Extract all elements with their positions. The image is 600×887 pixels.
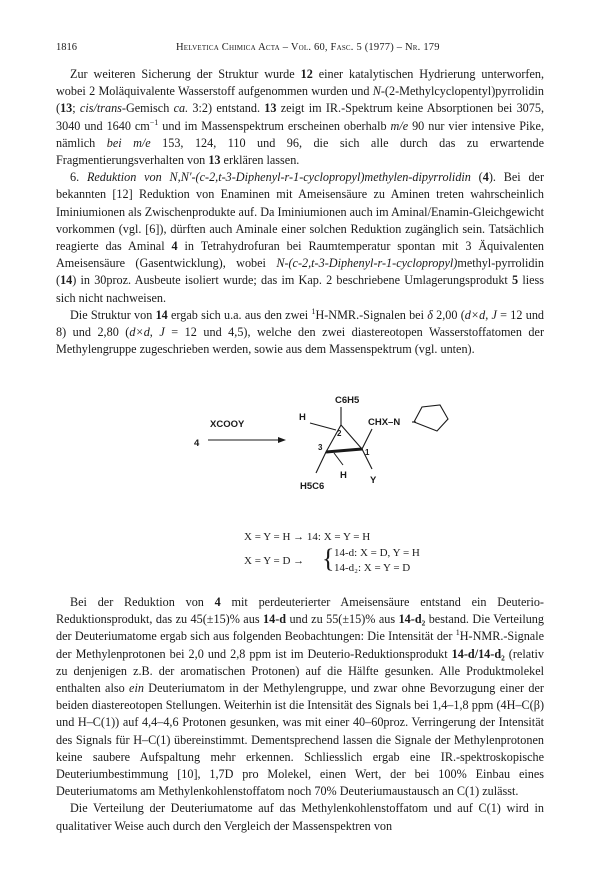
- phenyl-bottom-label: H5C6: [300, 481, 325, 492]
- pyrrolidine-ring: [414, 405, 448, 431]
- text-block-upper: [56, 66, 544, 358]
- section-6-title: Reduktion von N,N′-(c-2,t-3-Diphenyl-r-1-cyclopropyl)methylen-dipyrrolidin: [86, 170, 471, 185]
- reaction-scheme-drawing: [150, 385, 470, 525]
- legend-14d: 14-d: X = D, Y = H: [334, 547, 420, 559]
- reaction-scheme: [150, 385, 470, 525]
- reactant-number: 4: [194, 438, 200, 449]
- h-left-label: H: [299, 412, 306, 423]
- legend-14d2: 14-d₂: X = Y = D: [334, 562, 411, 574]
- legend-row-d: [244, 545, 484, 577]
- journal-citation: Helvetica Chimica Acta – Vol. 60, Fasc. 5 (1977) – Nr. 179: [176, 42, 440, 53]
- paragraph-hydrogenation: Zur weiteren Sicherung der Struktur wurde 12 einer katalytischen Hydrierung unterworfen, wobei 2 Moläquivalente Wasserstoff aufgenommen wurden und N-(2-Methylcyclopentyl)pyrrolidin (13; cis/trans-Gemisch ca. 3:2) entstand. 13 zeigt im IR.-Spektrum keine Absorptionen bei 3075, 3040 und 1640 $cm^{-1}$ und im Massenspektrum erscheinen oberhalb m/e 90 nur vier intensive Pike, nämlich bei m/e 153, 124, 110 und 96, die sich alle durch das zu erwartende Fragmentierungsverhalten von 13 erklären lassen.: [56, 67, 544, 168]
- scheme-legend: [244, 530, 484, 577]
- bond-c1-chx: [362, 429, 372, 449]
- legend-brace: {: [322, 544, 335, 573]
- phenyl-top-label: C6H5: [335, 395, 360, 406]
- bond-h-c2: [310, 423, 336, 430]
- reagent-label: XCOOY: [210, 419, 245, 430]
- h-bottom-label: H: [340, 470, 347, 481]
- ring-position-3: 3: [318, 443, 323, 452]
- paragraph-deuterio-reduction: Bei der Reduktion von 4 mit perdeuterierter Ameisensäure entstand ein Deuterio-Reduktionsprodukt, das zu 45(±15)% aus 14-d und zu 55(±15)% aus 14-d₂ bestand. Die Verteilung der Deuteriumatome ergab sich aus folgenden Beobachtungen: Die Intensität der $^1$H-NMR.-Signale der Methylenprotonen bei 2,0 und 2,8 ppm ist im Deuterio-Reduktionsprodukt 14-d/14-d₂ (relativ zu denjenigen z.B. der aromatischen Protonen) auf die Hälfte gesunken. Alle Produktmolekel enthalten also ein Deuteriumatom in der Methylengruppe, und zwar ohne Bevorzugung einer der beiden diastereotopen Stellungen. Weiterhin ist die Intensität des Signals bei 1,4–1,8 ppm (4H–C(β) und H–C(1)) auf 4,4–4,6 Protonen gesunken, was mit einer 40–60proz. Verringerung der Intensität des Signals für H–C(1) übereinstimmt. Dementsprechend lassen die Signale der Methylenprotonen keine saubere Aufspaltung mehr erkennen. Schliesslich ergab eine IR.-spektroskopische Deuteriumbestimmung [10], 1,7D pro Molekel, einen Wert, der bei 100% Einbau eines Deuteriumatoms am Methylenkohlenstoffatom noch 70% Deuteriumaustausch an C(1) zulässt.: [56, 595, 544, 799]
- ring-position-1: 1: [365, 448, 370, 457]
- chx-n-label: CHX–N: [368, 417, 401, 428]
- legend-d-lhs: X = Y = D →: [244, 555, 305, 567]
- paragraph-distribution: Die Verteilung der Deuteriumatome auf das Methylenkohlenstoffatom und auf C(1) wird in qualitativer Weise auch durch den Vergleich der Massenspektren von: [56, 801, 544, 833]
- bond-c3-phenyl: [316, 452, 326, 473]
- paragraph-structure-14: Die Struktur von 14 ergab sich u.a. aus den zwei $^1$H-NMR.-Signalen bei δ 2,00 (d×d, J = 12 und 8) und 2,80 (d×d, J = 12 und 4,5), welche den zwei diastereotopen Wasserstoffatomen der Methylengruppe zugeschrieben werden, sowie aus dem Massenspektrum (vgl. unten).: [56, 306, 545, 357]
- text-block-lower: [56, 594, 544, 835]
- running-head: [56, 42, 544, 58]
- page-number: 1816: [56, 42, 77, 53]
- bond-c3-h: [334, 453, 343, 465]
- arrowhead: [278, 437, 286, 443]
- legend-row-h: X = Y = H → 14: X = Y = H: [244, 531, 371, 543]
- y-label: Y: [370, 475, 377, 486]
- paragraph-section-6: 6. Reduktion von N,N′-(c-2,t-3-Diphenyl-r-1-cyclopropyl)methylen-dipyrrolidin (4). Bei der bekannten [12] Reduktion von Enaminen mit Ameisensäure zu Aminen treten wahrscheinlich Iminiumionen als Zwischenprodukte auf. Da Iminiumionen auch im Aminal/Enamin-Gleichgewicht vorkommen (vgl. [6]), dürften auch Aminale einer solchen Reduktion zugänglich sein. Tatsächlich reagierte das Aminal 4 in Tetrahydrofuran bei Raumtemperatur spontan mit 3 Äquivalenten Ameisensäure (Gasentwicklung), wobei N-(c-2,t-3-Diphenyl-r-1-cyclopropyl)methyl-pyrrolidin (14) in 30proz. Ausbeute isoliert wurde; das im Kap. 2 beschriebene Umlagerungsprodukt 5 liess sich nicht nachweisen.: [56, 170, 545, 305]
- cyclopropane-front-bond: [326, 449, 362, 452]
- ring-position-2: 2: [337, 429, 342, 438]
